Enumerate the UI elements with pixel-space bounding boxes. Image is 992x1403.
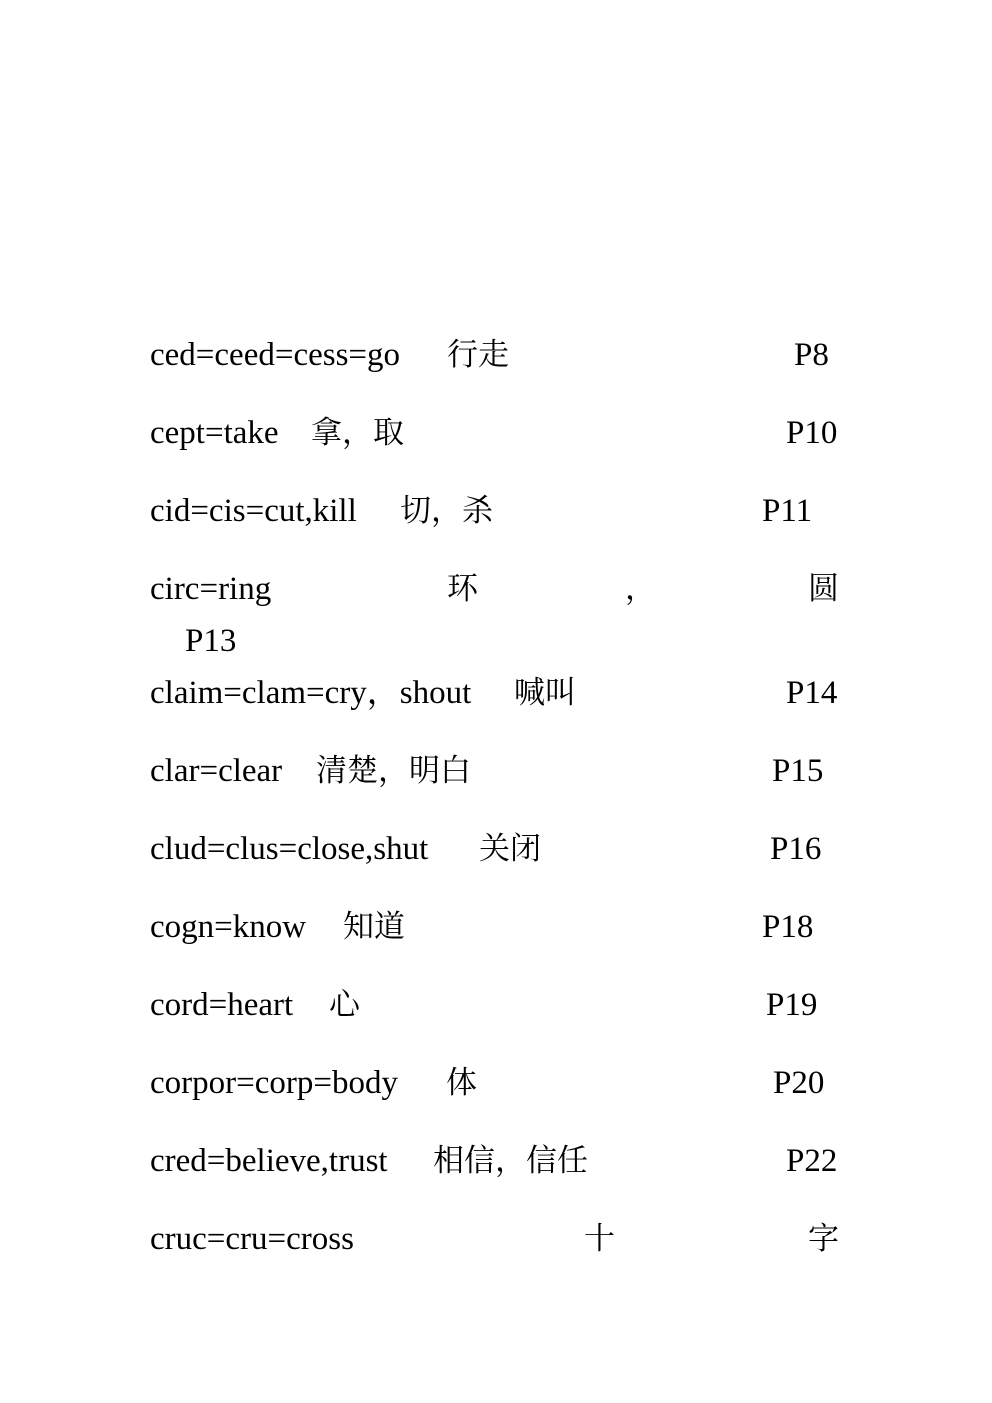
page-ref: P22: [786, 1143, 838, 1179]
root-text: circ=ring: [150, 571, 272, 607]
page-ref: P13: [185, 623, 237, 659]
meaning-text: 相信，信任: [433, 1143, 588, 1179]
root-text: clar=clear: [150, 753, 283, 789]
page-ref: P14: [786, 675, 838, 711]
root-text: cogn=know: [150, 909, 307, 945]
meaning-text: 字: [808, 1221, 839, 1257]
meaning-text: 行走: [447, 337, 509, 373]
root-text: ced=ceed=cess=go: [150, 337, 401, 373]
meaning-text: 拿，取: [311, 415, 404, 451]
page-ref: P10: [786, 415, 838, 451]
root-text: corpor=corp=body: [150, 1065, 398, 1101]
meaning-text: 清楚，明白: [316, 753, 471, 789]
meaning-text: 关闭: [479, 831, 541, 867]
root-text: cred=believe,trust: [150, 1143, 388, 1179]
meaning-text: 圆: [808, 571, 839, 607]
meaning-text: 十: [584, 1221, 615, 1257]
page-ref: P16: [770, 831, 822, 867]
root-text: claim=clam=cry，shout: [150, 675, 472, 711]
page-ref: P11: [762, 493, 813, 529]
page-ref: P8: [794, 337, 829, 373]
meaning-text: 心: [329, 987, 360, 1023]
root-text: cept=take: [150, 415, 279, 451]
page-ref: P20: [773, 1065, 825, 1101]
page-ref: P15: [772, 753, 824, 789]
meaning-text: 体: [446, 1065, 477, 1101]
page-ref: P19: [766, 987, 818, 1023]
root-text: cruc=cru=cross: [150, 1221, 354, 1257]
meaning-text: 切，杀: [400, 493, 493, 529]
meaning-text: 环: [447, 571, 478, 607]
root-text: clud=clus=close,shut: [150, 831, 429, 867]
meaning-text: 知道: [343, 909, 405, 945]
root-text: cord=heart: [150, 987, 294, 1023]
meaning-separator: ，: [625, 571, 656, 607]
page-ref: P18: [762, 909, 814, 945]
meaning-text: 喊叫: [514, 675, 576, 711]
root-text: cid=cis=cut,kill: [150, 493, 357, 529]
